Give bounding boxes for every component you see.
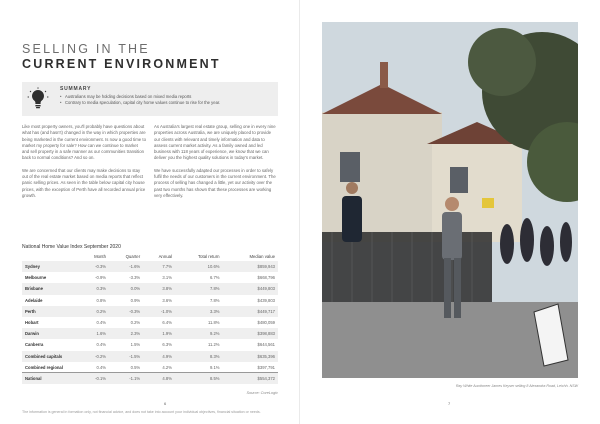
table-cell: 4.8% [143,373,175,384]
table-cell: $398,883 [223,328,278,339]
header-cell: Annual [158,254,172,259]
table-cell: 11.2% [207,342,220,348]
table-row [22,362,278,373]
table-cell: $449,717 [223,306,278,317]
table-cell: $644,561 [257,342,275,348]
window [340,152,360,182]
table-cell: -1.6% [109,261,143,272]
table-cell: 7.8% [175,283,223,294]
paragraph: We are concerned that our clients may make decisions to stay out of the real estate market based on media reports that reflect panic selling prices. As seen in the table below capital city house prices, with the exception of Perth have all recorded annual price growth. [22,167,146,198]
row-label: Combined capitals [22,351,80,362]
row-label: Hobart [25,320,39,326]
table-cell: $635,396 [223,351,278,362]
summary-bullet: • Contrary to media speculation, capital city home values continue to rise for the year. [60,100,274,106]
table-cell: 0.0% [109,283,143,294]
table-row [22,295,278,306]
summary-list [60,94,274,106]
photo-caption: Ray White Auctioneer James Keyser selling 8 Alexandra Road, Leichh. NSW [455,384,578,388]
table-cell: 10.6% [175,261,223,272]
table-cell: -0.3% [80,261,109,272]
fence [322,232,492,302]
table-row [22,328,278,339]
summary-box [22,82,278,116]
table-cell: -1.1% [109,373,143,384]
agent-suit [342,196,362,242]
table-cell: $449,803 [223,283,278,294]
auction-scene-illustration [322,22,578,378]
table-cell: 9.2% [175,328,223,339]
table-cell: 6.3% [162,342,172,348]
person [500,224,514,264]
paragraph: As Australia's largest real estate group, selling one in every nine properties across Australia, we are uniquely placed to provide our clients with relevant and timely information and data to assess current market activity. As a family owned and led business with 118 years of experience, we know that we can deliver you the highest quality solutions in today's market. [154,124,276,161]
person [560,222,572,262]
table-cell: $668,796 [257,275,275,281]
body-column-right [154,124,278,205]
header-cell: Median value [249,254,275,259]
table-cell: 0.4% [96,320,107,326]
heading-line-1: SELLING IN THE [22,42,150,56]
table-cell: $859,943 [223,261,278,272]
tree-canopy [468,28,536,96]
table-cell: 0.4% [96,364,107,370]
yellow-sign [482,198,494,208]
table-cell: -1.0% [143,306,175,317]
table-cell: 11.8% [207,320,220,326]
page-number-left: 6 [164,401,167,406]
chimney [380,62,388,88]
disclaimer: The information is general in formation only, not financial advice, and does not take into account your individual objectives, financial situation or needs. [22,410,261,414]
table-source: Source: CoreLogic [246,391,278,395]
lightbulb-icon [26,87,50,111]
table-cell: $397,791 [257,364,275,370]
table-cell: 3.8% [143,283,175,294]
table-cell: 6.7% [209,275,220,281]
table-row [22,261,278,272]
auctioneer-jacket [442,212,462,260]
table-cell: 0.2% [130,320,141,326]
auctioneer-head [445,197,459,211]
table-cell: 6.4% [162,320,172,326]
table-cell: $480,059 [257,320,275,326]
table-cell: 7.8% [209,297,220,303]
table-cell: 4.9% [143,351,175,362]
auctioneer-leg [444,258,451,318]
agent-head [346,182,358,194]
table-row [22,351,278,362]
table-row [22,306,278,317]
table-cell: 1.6% [80,328,109,339]
row-label: Brisbane [22,283,80,294]
row-label: Melbourne [25,275,47,281]
row-label: Combined regional [25,364,63,370]
auctioneer-leg [454,258,461,318]
header-cell: Month [94,254,107,259]
table-row [22,317,278,328]
table-cell: -0.1% [80,373,109,384]
row-label: Adelaide [25,297,43,303]
table-row [22,373,278,384]
summary-title: SUMMARY [60,86,92,92]
table-cell: -1.5% [109,351,143,362]
table-cell: 0.8% [96,297,107,303]
body-column-left [22,124,146,205]
table-cell: -0.2% [80,351,109,362]
window-2 [450,167,468,193]
row-label: Darwin [22,328,80,339]
table-row [22,339,278,350]
table-cell: 0.4% [96,342,107,348]
paragraph: Like most property owners, you'll probably have questions about what has (and hasn't) changed in the way in which properties are being marketed in the current environment. Is now a good time to market my property for sale? How can we continue to market and sell property in a safe manner as our communities transition back to normal conditions? And so on. [22,124,146,161]
row-label: Sydney [22,261,80,272]
table-cell: $439,803 [257,297,275,303]
table-cell: 3.3% [175,306,223,317]
header-cell [22,252,80,261]
table-cell: -0.9% [95,275,107,281]
table-cell: 3.1% [162,275,172,281]
table-row [22,283,278,294]
table-cell: -3.3% [129,275,141,281]
table-cell: 0.9% [130,297,141,303]
table-cell: 0.2% [80,306,109,317]
row-label: Perth [22,306,80,317]
table-cell: 2.3% [109,328,143,339]
home-value-table [22,252,278,384]
row-label: National [22,373,80,384]
person [540,226,554,266]
header-cell: Quarter [125,254,141,259]
row-label: Canberra [25,342,44,348]
table-cell: 4.2% [162,364,172,370]
table-cell: 9.1% [209,364,220,370]
summary-bullet: • Australians may be holding decisions based on mixed media reports [60,94,274,100]
table-cell: $554,372 [223,373,278,384]
table-cell: 0.5% [130,364,141,370]
heading-line-2: CURRENT ENVIRONMENT [22,57,221,71]
table-cell: -0.3% [109,306,143,317]
header-cell: Total return [198,254,220,259]
paragraph: We have successfully adapted our processes in order to safely fulfil the needs of our customers in the current environment. The process of selling has changed a little, yet our activity over the past two months has shown that these processes are working very effectively. [154,167,276,198]
table-cell: 8.5% [175,373,223,384]
table-header-row [22,252,278,261]
table-cell: 7.7% [143,261,175,272]
table-cell: 3.6% [162,297,172,303]
auction-photo [322,22,578,378]
table-title: National Home Value Index September 2020 [22,244,121,250]
person [520,218,534,262]
table-cell: 1.5% [130,342,141,348]
table-cell: 0.3% [80,283,109,294]
page-number-right: 7 [448,401,451,406]
table-cell: 1.9% [143,328,175,339]
table-row [22,272,278,283]
table-cell: 8.3% [175,351,223,362]
